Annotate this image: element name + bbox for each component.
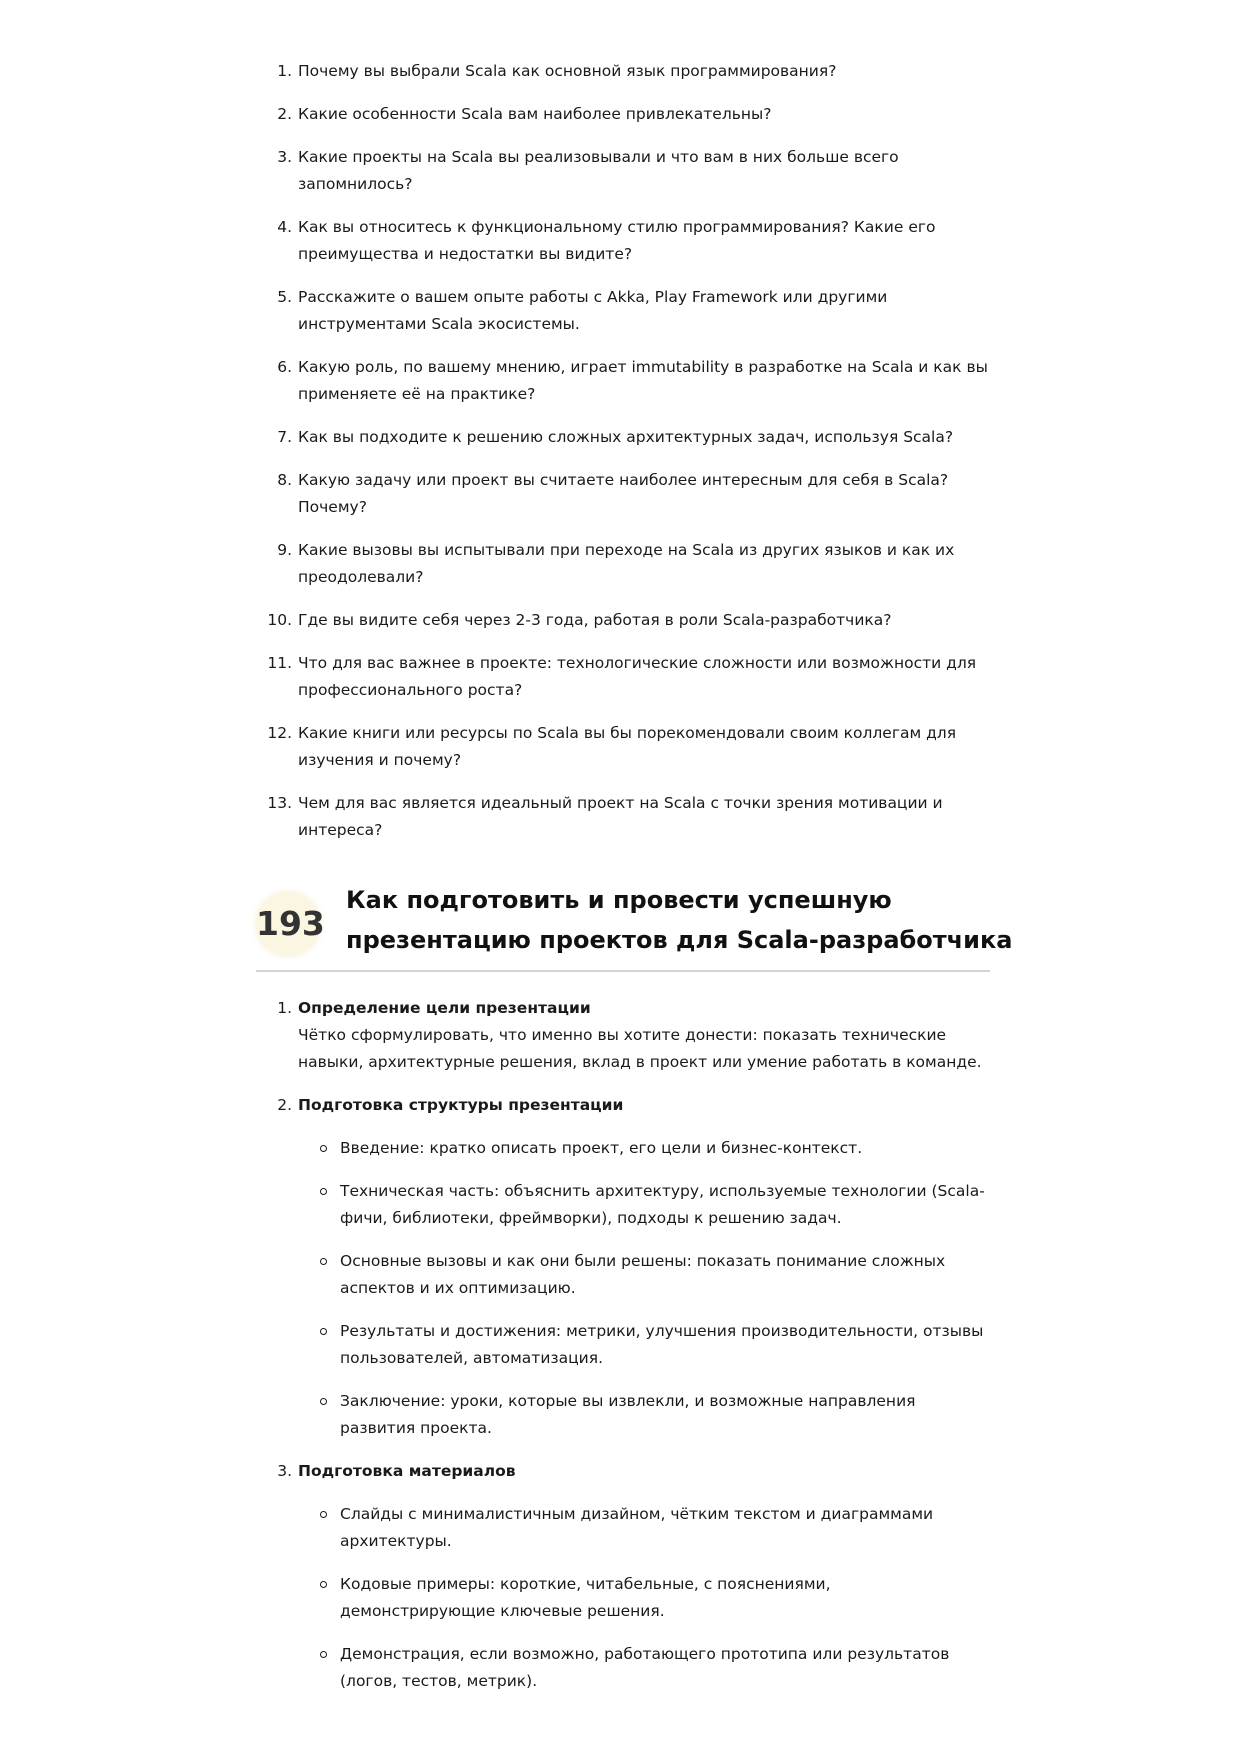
questions-list <box>256 58 990 844</box>
step-text: Чётко сформулировать, что именно вы хотите донести: показать технические навыки, архитектурные решения, вклад в проект или умение работать в команде. <box>298 1026 982 1071</box>
questions-section <box>256 58 990 860</box>
section-title <box>346 880 1013 960</box>
bullet-icon <box>320 1188 327 1195</box>
bullet-icon <box>320 1145 327 1152</box>
list-item: 12. Какие книги или ресурсы по Scala вы бы порекомендовали своим коллегам для изучения и почему? <box>267 724 957 769</box>
list-item: 13. Чем для вас является идеальный проект на Scala с точки зрения мотивации и интереса? <box>267 794 943 839</box>
list-item: 11. Что для вас важнее в проекте: технологические сложности или возможности для профессионального роста? <box>267 654 977 699</box>
section-heading <box>256 880 1013 972</box>
step-title: Подготовка структуры презентации <box>298 1096 624 1114</box>
list-item: Основные вызовы и как они были решены: показать понимание сложных аспектов и их оптимизацию. <box>298 1248 990 1302</box>
bullet-icon <box>320 1328 327 1335</box>
list-item: 9. Какие вызовы вы испытывали при переходе на Scala из других языков и как их преодолевали? <box>277 541 955 586</box>
bullet-icon <box>320 1651 327 1658</box>
list-item: Заключение: уроки, которые вы извлекли, и возможные направления развития проекта. <box>298 1388 990 1442</box>
list-item: Введение: кратко описать проект, его цели и бизнес-контекст. <box>298 1135 990 1162</box>
step-item: 3. Подготовка материалов Слайды с минималистичным дизайном, чётким текстом и диаграммами архитектуры. Кодовые примеры: короткие, читабельные, с пояснениями, демонстрирующие ключевые решения. Демонстрация, если возможно, работающего прототипа или результатов (логов, тестов, метрик). <box>256 1458 990 1695</box>
list-item: 3. Какие проекты на Scala вы реализовывали и что вам в них больше всего запомнилось? <box>277 148 899 193</box>
list-item: Кодовые примеры: короткие, читабельные, с пояснениями, демонстрирующие ключевые решения. <box>298 1571 990 1625</box>
list-item: 10. Где вы видите себя через 2-3 года, работая в роли Scala-разработчика? <box>267 611 892 629</box>
steps-list <box>256 995 990 1695</box>
list-item: 1. Почему вы выбрали Scala как основной язык программирования? <box>277 62 837 80</box>
step-item: 1. Определение цели презентации Чётко сформулировать, что именно вы хотите донести: показать технические навыки, архитектурные решения, вклад в проект или умение работать в команде. <box>256 995 990 1076</box>
bullet-icon <box>320 1398 327 1405</box>
list-item: Результаты и достижения: метрики, улучшения производительности, отзывы пользователей, автоматизация. <box>298 1318 990 1372</box>
section-body <box>256 995 990 1711</box>
section-title-line-1: Как подготовить и провести успешную <box>346 886 892 914</box>
step-item: 2. Подготовка структуры презентации Введение: кратко описать проект, его цели и бизнес-контекст. Техническая часть: объяснить архитектуру, используемые технологии (Scala-фичи, библиотеки, фреймворки), подходы к решению задач. Основные вызовы и как они были решены: показать понимание сложных аспектов и их оптимизацию. Результаты и достижения: метрики, улучшения производительности, отзывы пользователей, автоматизация. Заключение: уроки, которые вы извлекли, и возможные направления развития проекта. <box>256 1092 990 1442</box>
step-sublist <box>298 1501 990 1695</box>
list-item: Слайды с минималистичным дизайном, чётким текстом и диаграммами архитектуры. <box>298 1501 990 1555</box>
step-sublist <box>298 1135 990 1442</box>
section-number: 193 <box>256 904 325 943</box>
bullet-icon <box>320 1258 327 1265</box>
step-title: Подготовка материалов <box>298 1462 516 1480</box>
section-number-badge <box>256 892 325 956</box>
list-item: 4. Как вы относитесь к функциональному стилю программирования? Какие его преимущества и недостатки вы видите? <box>277 218 936 263</box>
bullet-icon <box>320 1581 327 1588</box>
list-item: 5. Расскажите о вашем опыте работы с Akka, Play Framework или другими инструментами Scala экосистемы. <box>277 288 888 333</box>
list-item: Техническая часть: объяснить архитектуру, используемые технологии (Scala-фичи, библиотеки, фреймворки), подходы к решению задач. <box>298 1178 990 1232</box>
list-item: 7. Как вы подходите к решению сложных архитектурных задач, используя Scala? <box>277 428 954 446</box>
list-item: 2. Какие особенности Scala вам наиболее привлекательны? <box>277 105 772 123</box>
bullet-icon <box>320 1511 327 1518</box>
step-title: Определение цели презентации <box>298 999 591 1017</box>
list-item: 8. Какую задачу или проект вы считаете наиболее интересным для себя в Scala? Почему? <box>277 471 949 516</box>
section-title-line-2: презентацию проектов для Scala-разработчика <box>346 926 1013 954</box>
list-item: Демонстрация, если возможно, работающего прототипа или результатов (логов, тестов, метрик). <box>298 1641 990 1695</box>
list-item: 6. Какую роль, по вашему мнению, играет immutability в разработке на Scala и как вы применяете её на практике? <box>277 358 988 403</box>
